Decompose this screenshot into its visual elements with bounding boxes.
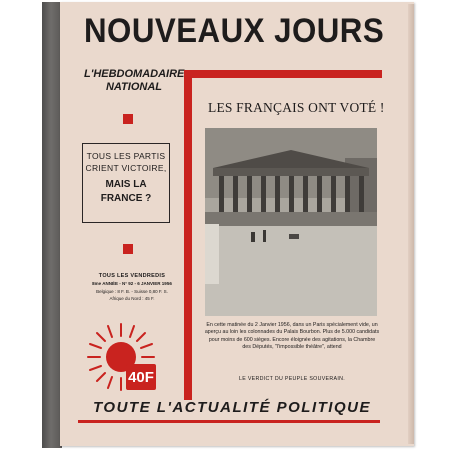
- palais-bourbon-photo: [205, 128, 377, 316]
- book-spine: [42, 2, 62, 448]
- caption-verdict: LE VERDICT DU PEUPLE SOUVERAIN.: [238, 376, 346, 382]
- teaser-box: [82, 143, 170, 223]
- issue-schedule: TOUS LES VENDREDIS: [98, 273, 166, 279]
- tagline-line-1: L'HEBDOMADAIRE: [84, 68, 185, 80]
- red-square-ornament: [123, 244, 133, 254]
- teaser-emphasis: MAIS LA FRANCE ?: [100, 179, 152, 204]
- masthead-title: NOUVEAUX JOURS: [84, 12, 385, 50]
- price-badge: 40F: [126, 364, 156, 390]
- page-edge: [408, 4, 414, 444]
- tagline-line-2: NATIONAL: [105, 81, 162, 93]
- issue-info: [84, 272, 180, 302]
- teaser-line-2: CRIENT VICTOIRE,: [85, 163, 167, 173]
- headline: LES FRANÇAIS ONT VOTÉ !: [208, 100, 385, 115]
- tagline: [84, 68, 184, 94]
- teaser-line-1: TOUS LES PARTIS: [86, 151, 166, 161]
- red-frame-top: [184, 70, 382, 78]
- footer-slogan: TOUTE L'ACTUALITÉ POLITIQUE: [93, 399, 371, 416]
- foreign-prices-2: Afrique du Nord : 45 F.: [109, 296, 155, 301]
- red-square-ornament: [123, 114, 133, 124]
- issue-number: 8me ANNÉE - N° 92 - 6 JANVIER 1956: [92, 281, 172, 286]
- foreign-prices: Belgique : 8 F. B. - Suisse 0,80 F. S.: [96, 289, 168, 294]
- red-frame-left: [184, 70, 192, 400]
- photo-caption: En cette matinée du 2 Janvier 1956, dans un Paris spécialement vide, un aperçu au loin les colonnades du Palais Bourbon. Plus de 5.000 candidats pour moins de 600 sièges. Encore éloignée des agitations, la Chambre des Députés, "l'impossible théâtre", attend: [204, 322, 380, 351]
- red-rule-bottom: [78, 420, 380, 423]
